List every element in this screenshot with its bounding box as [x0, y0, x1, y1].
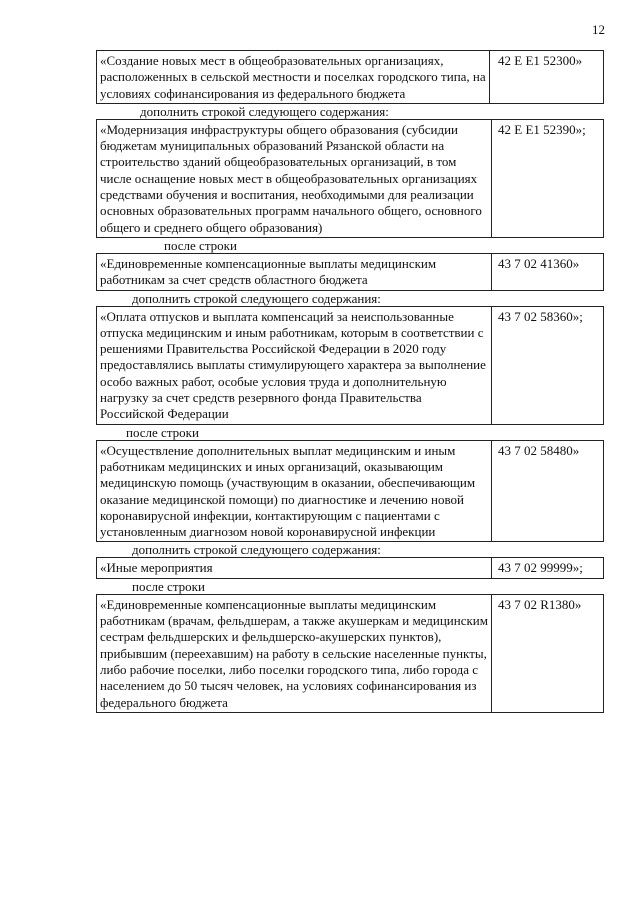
table-row [96, 50, 604, 104]
row-description: «Модернизация инфраструктуры общего образования (субсидии бюджетам муниципальных образований Рязанской области на строительство зданий общеобразовательных организаций, в том числе оснащение новых мест в общеобразовательных организациях средствами обучения и воспитания, необходимыми для реализации основных образовательных программ начального общего, основного общего и среднего общего образования) [97, 120, 492, 237]
row-code: 43 7 02 R1380» [498, 596, 582, 612]
row-code: 42 Е Е1 52300» [498, 53, 583, 68]
connector-text: после строки [132, 578, 205, 594]
row-code: 43 7 02 58360»; [498, 308, 583, 324]
table-row [96, 253, 604, 291]
connector-text: после строки [164, 237, 237, 253]
table-row [96, 440, 604, 543]
row-description: «Единовременные компенсационные выплаты медицинским работникам (врачам, фельдшерам, а также акушеркам и медицинским сестрам фельдшерских и фельдшерско-акушерских пунктов), прибывшим (переехавшим) на работу в сельские населенные пункты, либо рабочие поселки, либо поселки городского типа, либо города с населением до 50 тысяч человек, на условиях софинансирования из федерального бюджета [97, 595, 492, 712]
table-row [96, 306, 604, 425]
document-content [96, 50, 604, 713]
row-description: «Единовременные компенсационные выплаты медицинским работникам за счет средств областного бюджета [97, 254, 492, 290]
connector-text: дополнить строкой следующего содержания: [132, 542, 381, 558]
row-code: 43 7 02 41360» [498, 255, 580, 271]
table-row [96, 119, 604, 238]
page-number: 12 [592, 22, 605, 37]
table-row [96, 594, 604, 713]
row-description: «Осуществление дополнительных выплат медицинским и иным работникам медицинских и иных организаций, оказывающим медицинскую помощь (участвующим в оказании, обеспечивающим оказание медицинской помощи) по диагностике и лечению новой коронавирусной инфекции, контактирующим с пациентами с установленным диагнозом новой коронавирусной инфекции [97, 441, 492, 542]
row-description: «Создание новых мест в общеобразовательных организациях, расположенных в сельской местности и поселках городского типа, на условиях софинансирования из федерального бюджета [97, 51, 490, 103]
row-description: «Иные мероприятия [97, 558, 492, 577]
table-row [96, 557, 604, 578]
connector-text: дополнить строкой следующего содержания: [140, 103, 389, 119]
row-description: «Оплата отпусков и выплата компенсаций за неиспользованные отпуска медицинским и иным работникам, которым в соответствии с решениями Правительства Российской Федерации в 2020 году предоставлялись выплаты стимулирующего характера за выполнение особо важных работ, особые условия труда и дополнительную нагрузку за счет средств резервного фонда Правительства Российской Федерации [97, 307, 492, 424]
connector-text: дополнить строкой следующего содержания: [132, 290, 381, 306]
row-code: 43 7 02 99999»; [498, 560, 583, 576]
row-code: 43 7 02 58480» [498, 442, 580, 458]
row-code: 42 Е Е1 52390»; [498, 121, 586, 137]
connector-text: после строки [126, 424, 199, 440]
